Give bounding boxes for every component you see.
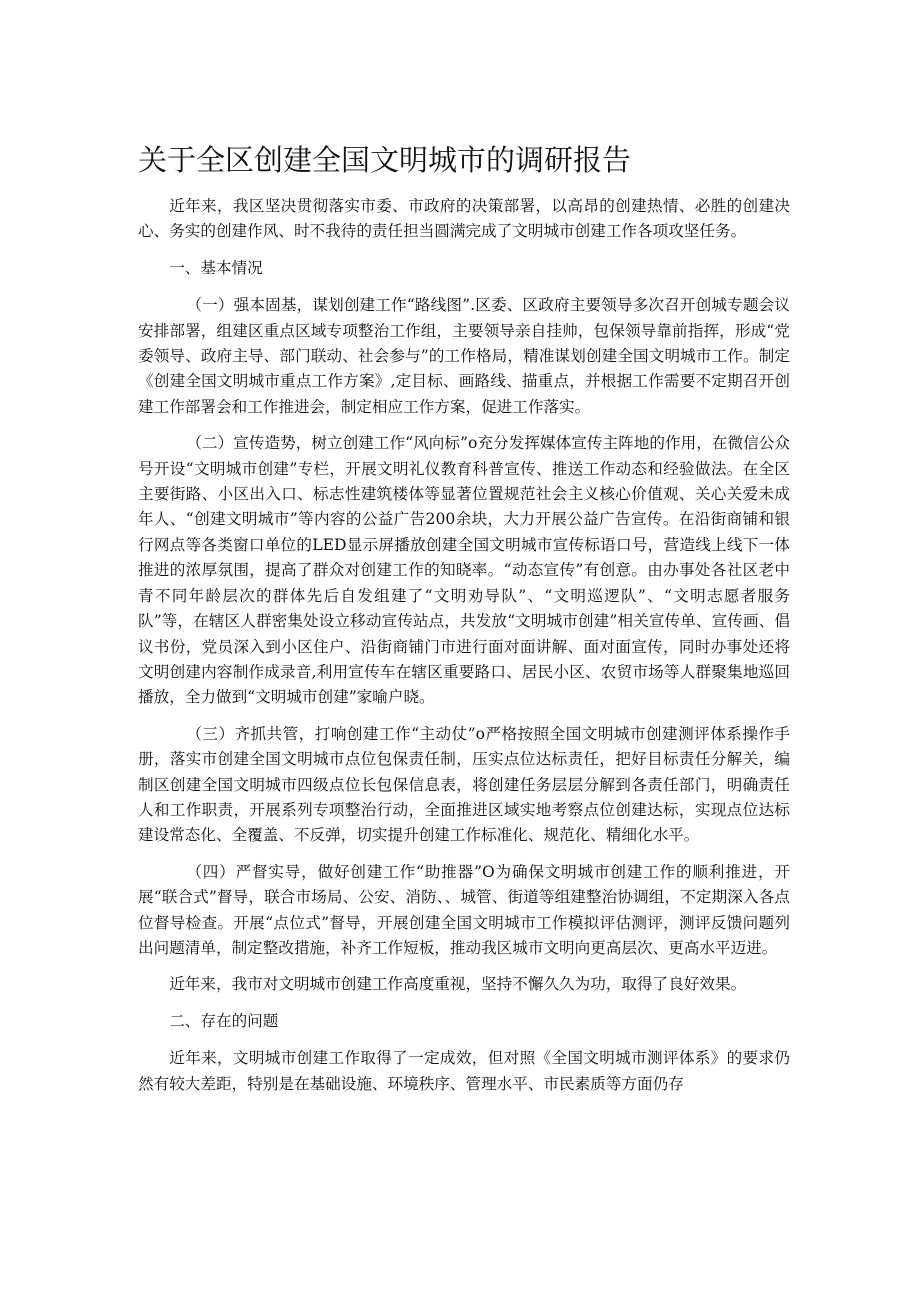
problems-paragraph: 近年来，文明城市创建工作取得了一定成效，但对照《全国文明城市测评体系》的要求仍然有较大差距，特别是在基础设施、环境秩序、管理水平、市民素质等方面仍存 [138,1049,790,1093]
section-heading-basic: 一、基本情况 [169,258,263,277]
section-heading-problems: 二、存在的问题 [169,1011,279,1030]
paragraph-item-3: （三）齐抓共管，打响创建工作“主动仗”o严格按照全国文明城市创建测评体系操作手册，落实市创建全国文明城市点位包保责任制，压实点位达标责任，把好目标责任分解关，编制区创建全国文明城市四级点位长包保信息表，将创建任务层层分解到各责任部门，明确责任人和工作职责，开展系列专项整治行动，全面推进区域实地考察点位创建达标，实现点位达标建设常态化、全覆盖、不反弹，切实提升创建工作标准化、规范化、精细化水平。 [138,724,790,845]
paragraph-item-2: （二）宣传造势，树立创建工作“风向标”o充分发挥媒体宣传主阵地的作用，在微信公众号开设“文明城市创建”专栏，开展文明礼仪教育科普宣传、推送工作动态和经验做法。在全区主要街路、小区出入口、标志性建筑楼体等显著位置规范社会主义核心价值观、关心关爱未成年人、“创建文明城市”等内容的公益广告200余块，大力开展公益广告宣传。在沿街商铺和银行网点等各类窗口单位的LED显示屏播放创建全国文明城市宣传标语口号，营造线上线下一体推进的浓厚氛围，提高了群众对创建工作的知晓率。“动态宣传”有创意。由办事处各社区老中青不同年龄层次的群体先后自发组建了“文明劝导队”、“文明巡逻队”、“文明志愿者服务队”等，在辖区人群密集处设立移动宣传站点，共发放“文明城市创建”相关宣传单、宣传画、倡议书份，党员深入到小区住户、沿街商铺门市进行面对面讲解、面对面宣传，同时办事处还将文明创建内容制作成录音,利用宣传车在辖区重要路口、居民小区、农贸市场等人群聚集地巡回播放，全力做到“文明城市创建”家喻户晓。 [138,434,790,707]
summary-paragraph: 近年来，我市对文明城市创建工作高度重视，坚持不懈久久为功，取得了良好效果。 [169,975,747,994]
paragraph-item-1: （一）强本固基，谋划创建工作“路线图”.区委、区政府主要领导多次召开创城专题会议安排部署，组建区重点区域专项整治工作组，主要领导亲自挂帅，包保领导靠前指挥，形成“党委领导、政府主导、部门联动、社会参与”的工作格局，精准谋划创建全国文明城市工作。制定《创建全国文明城市重点工作方案》,定目标、画路线、描重点，并根据工作需要不定期召开创建工作部署会和工作推进会，制定相应工作方案，促进工作落实。 [138,296,790,416]
intro-paragraph: 近年来，我区坚决贯彻落实市委、市政府的决策部署，以高昂的创建热情、必胜的创建决心、务实的创建作风、时不我待的责任担当圆满完成了文明城市创建工作各项攻坚任务。 [138,197,790,241]
paragraph-item-4: （四）严督实导，做好创建工作“助推器”O为确保文明城市创建工作的顺利推进，开展“联合式”督导，联合市场局、公安、消防、、城管、街道等组建整治协调组，不定期深入各点位督导检查。开展“点位式”督导，开展创建全国文明城市工作模拟评估测评，测评反馈问题列出问题清单，制定整改措施，补齐工作短板，推动我区城市文明向更高层次、更高水平迈进。 [138,862,790,957]
document-page [138,140,790,1108]
page-title: 关于全区创建全国文明城市的调研报告 [138,143,632,177]
